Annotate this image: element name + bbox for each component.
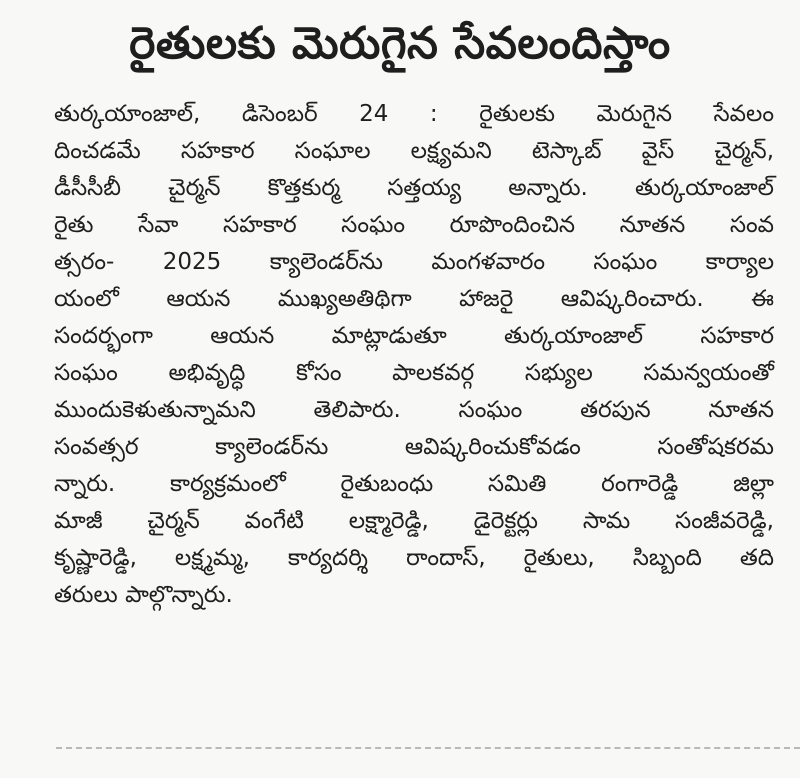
body-line: మాజీ చైర్మన్ వంగేటి లక్ష్మారెడ్డి, డైరెక్టర్లు సామ సంజీవరెడ్డి, (54, 508, 774, 534)
body-line: సందర్భంగా ఆయన మాట్లాడుతూ తుర్కయాంజాల్ సహకార (54, 323, 774, 349)
body-line: యంలో ఆయన ముఖ్యఅతిథిగా హాజరై ఆవిష్కరించారు. ఈ (54, 286, 774, 312)
body-line: తుర్కయాంజాల్, డిసెంబర్ 24 : రైతులకు మెరుగైన సేవలం (54, 101, 774, 127)
body-line: ముందుకెళుతున్నామని తెలిపారు. సంఘం తరపున నూతన (54, 397, 774, 423)
body-line: రైతు సేవా సహకార సంఘం రూపొందించిన నూతన సంవ (54, 212, 774, 238)
headline: రైతులకు మెరుగైన సేవలందిస్తాం (129, 18, 671, 69)
bottom-divider (56, 747, 800, 749)
body-line: దించడమే సహకార సంఘాల లక్ష్యమని టెస్కాబ్ వైస్ చైర్మన్, (54, 138, 774, 164)
body-line: డీసీసీబీ చైర్మన్ కొత్తకుర్మ సత్తయ్య అన్నారు. తుర్కయాంజాల్ (54, 175, 774, 201)
body-line: సంవత్సర క్యాలెండర్‌ను ఆవిష్కరించుకోవడం సంతోషకరమ (54, 434, 774, 460)
body-line: తరులు పాల్గొన్నారు. (54, 582, 233, 608)
body-line: త్సరం- 2025 క్యాలెండర్‌ను మంగళవారం సంఘం కార్యాల (54, 249, 774, 275)
body-line: న్నారు. కార్యక్రమంలో రైతుబంధు సమితి రంగారెడ్డి జిల్లా (54, 471, 774, 497)
article-body (54, 96, 774, 614)
body-line: సంఘం అభివృద్ధి కోసం పాలకవర్గ సభ్యుల సమన్వయంతో (54, 360, 774, 386)
body-line: కృష్ణారెడ్డి, లక్ష్మమ్మ, కార్యదర్శి రాందాస్, రైతులు, సిబ్బంది తది (54, 545, 774, 571)
